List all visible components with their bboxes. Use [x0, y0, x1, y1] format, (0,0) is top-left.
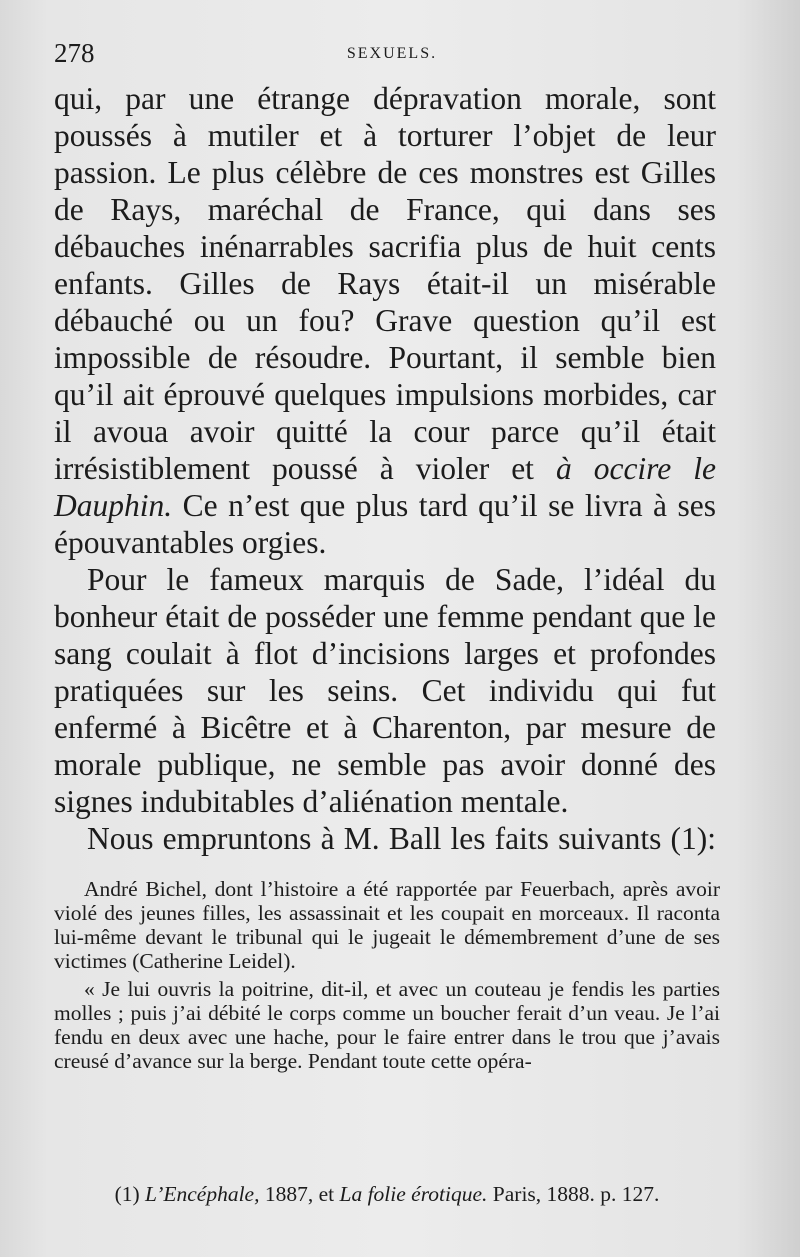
quoted-passage — [54, 877, 720, 1077]
page-number: 278 — [54, 38, 95, 68]
footnote-rest: Paris, 1888. p. 127. — [487, 1182, 660, 1206]
paragraph-3: Nous empruntons à M. Ball les faits suivants (1): — [87, 821, 716, 856]
main-text — [54, 80, 716, 857]
running-head: SEXUELS. — [346, 45, 438, 62]
paragraph-1-text: qui, par une étrange dépravation morale, sont poussés à mutiler et à torturer l’objet de leur passion. Le plus célèbre de ces monstres est Gilles de Rays, maréchal de France, qui dans ses débauches inénarrables sacrifia plus de huit cents enfants. Gilles de Rays était-il un misérable débauché ou un fou? Grave question qu’il est impossible de résoudre. Pourtant, il semble bien qu’il ait éprouvé quelques impulsions morbides, car il avoua avoir quitté la cour parce qu’il était irrésistiblement poussé à violer et — [54, 81, 716, 486]
paragraph-1-italic: à occire le Dauphin. — [54, 451, 716, 523]
footnote — [54, 1182, 720, 1206]
paragraph-2: Pour le fameux marquis de Sade, l’idéal du bonheur était de posséder une femme pendant que le sang coulait à flot d’incisions larges et profondes pratiquées sur les seins. Cet individu qui fut enfermé à Bicêtre et à Charenton, par mesure de morale publique, ne semble pas avoir donné des signes indubitables d’aliénation mentale. — [54, 562, 716, 819]
paragraph-1 — [54, 80, 716, 561]
quote-paragraph-2: « Je lui ouvris la poitrine, dit-il, et avec un couteau je fendis les parties molles ; puis j’ai débité le corps comme un boucher ferait d’un veau. Je l’ai fendu en deux avec une hache, pour le faire entrer dans le trou que j’avais creusé d’avance sur la berge. Pendant toute cette opéra- — [54, 977, 720, 1073]
paragraph-1-end: Ce n’est que plus tard qu’il se livra à ses épouvantables orgies. — [54, 488, 716, 560]
footnote-marker: (1) — [114, 1182, 146, 1206]
footnote-mid: 1887, et — [259, 1182, 340, 1206]
quote-paragraph-1: André Bichel, dont l’histoire a été rapportée par Feuerbach, après avoir violé des jeunes filles, les assassinait et les coupait en morceaux. Il raconta lui-même devant le tribunal qui le jugeait le démembrement d’une de ses victimes (Catherine Leidel). — [54, 877, 720, 973]
page-header — [54, 38, 730, 78]
footnote-title-1: L’Encéphale, — [145, 1182, 260, 1206]
footnote-title-2: La folie érotique. — [339, 1182, 488, 1206]
